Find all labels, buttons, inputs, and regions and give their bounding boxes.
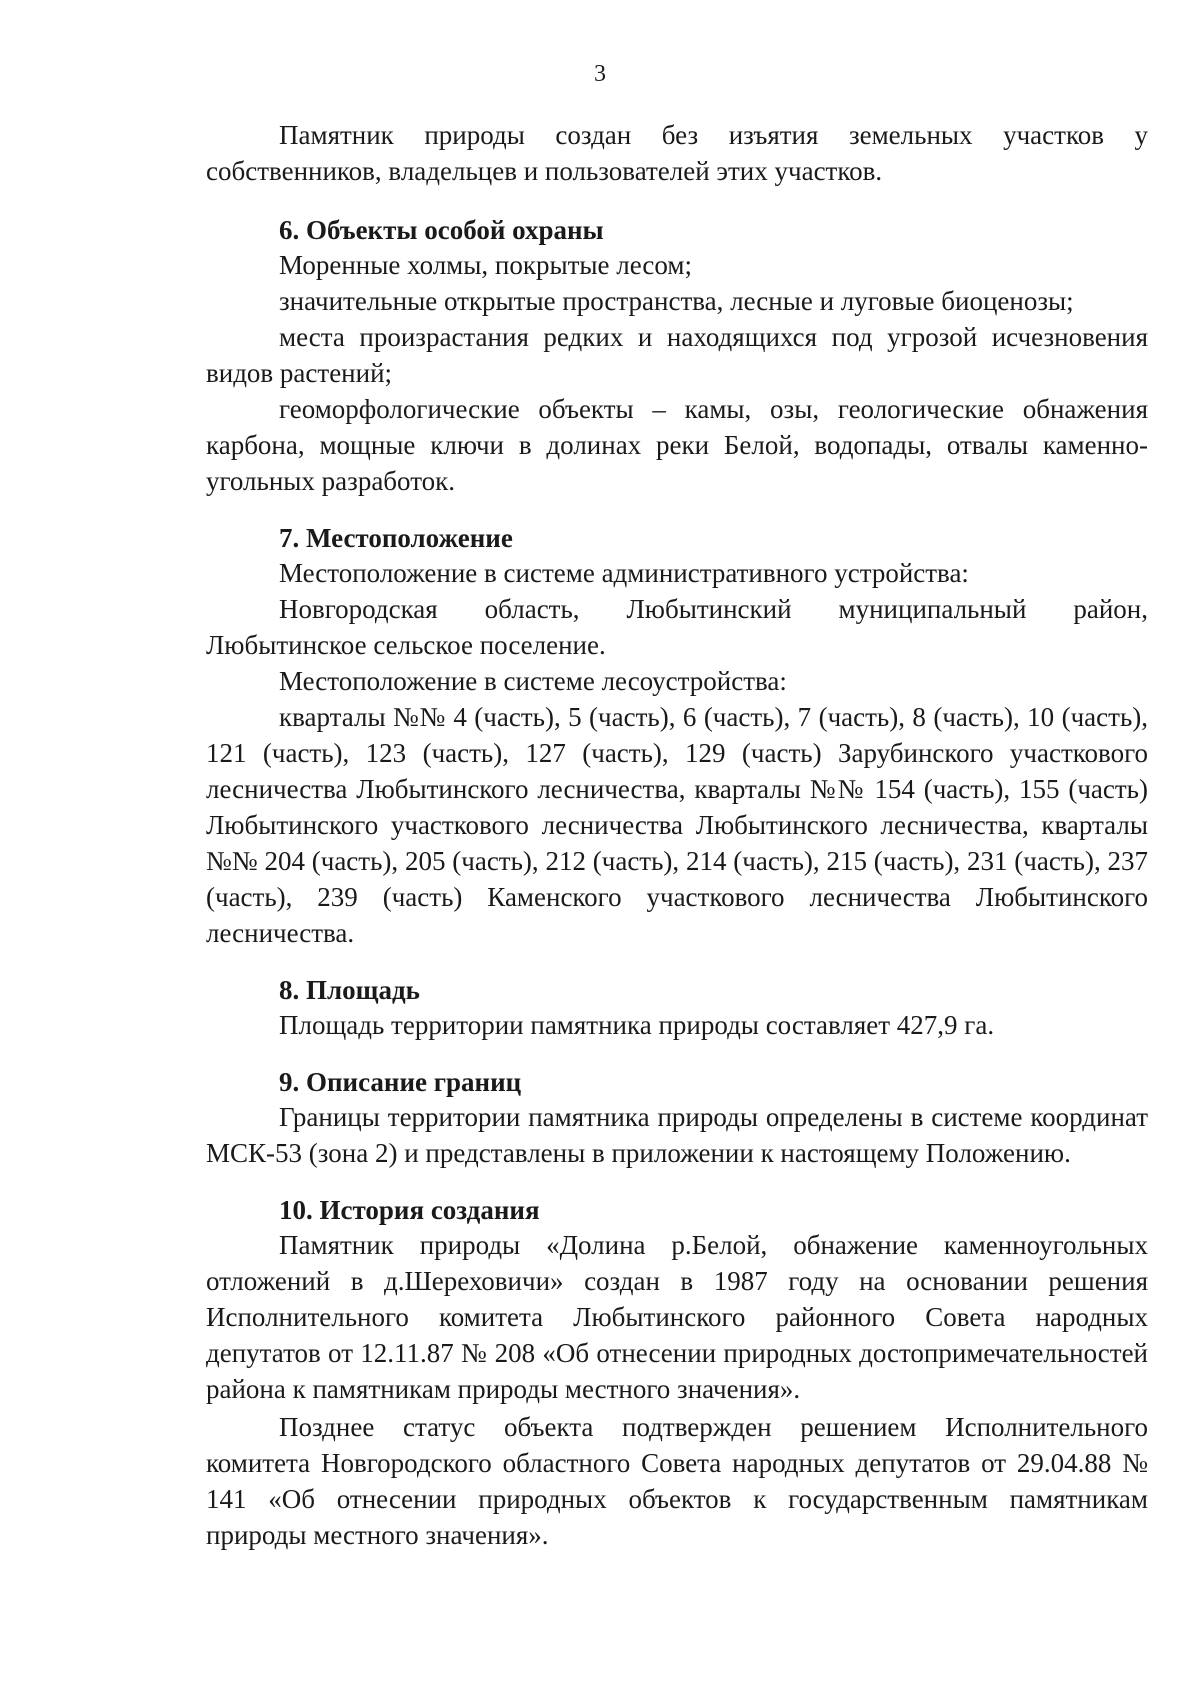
paragraph: Позднее статус объекта подтвержден решением Исполнительного комитета Новгородского областного Совета народных депутатов от 29.04.88 № 141 «Об отнесении природных объектов к государственным памятникам природы местного значения». (206, 1412, 1148, 1550)
section-heading: 6. Объекты особой охраны (279, 215, 604, 245)
paragraph: Площадь территории памятника природы составляет 427,9 га. (279, 1010, 995, 1040)
paragraph: Границы территории памятника природы определены в системе координат МСК-53 (зона 2) и представлены в приложении к настоящему Положению. (206, 1102, 1148, 1168)
paragraph: кварталы №№ 4 (часть), 5 (часть), 6 (часть), 7 (часть), 8 (часть), 10 (часть), 121 (часть), 123 (часть), 127 (часть), 129 (часть) Зарубинского участкового лесничества Любытинского лесничества, кварталы №№ 154 (часть), 155 (часть) Любытинского участкового лесничества Любытинского лесничества, кварталы №№ 204 (часть), 205 (часть), 212 (часть), 214 (часть), 215 (часть), 231 (часть), 237 (часть), 239 (часть) Каменского участкового лесничества Любытинского лесничества. (206, 702, 1148, 948)
section-area (206, 973, 1148, 1043)
paragraph: геоморфологические объекты – камы, озы, геологические обнажения карбона, мощные ключи в долинах реки Белой, водопады, отвалы каменно-угольных разработок. (206, 394, 1148, 496)
intro-paragraph: Памятник природы создан без изъятия земельных участков у собственников, владельцев и пользователей этих участков. (206, 120, 1148, 186)
section-heading: 7. Местоположение (279, 523, 513, 553)
document-body (206, 117, 1148, 1553)
section-location (206, 521, 1148, 951)
paragraph: места произрастания редких и находящихся под угрозой исчезновения видов растений; (206, 322, 1148, 388)
paragraph: Памятник природы «Долина р.Белой, обнажение каменноугольных отложений в д.Шереховичи» создан в 1987 году на основании решения Исполнительного комитета Любытинского районного Совета народных депутатов от 12.11.87 № 208 «Об отнесении природных достопримечательностей района к памятникам природы местного значения». (206, 1230, 1148, 1404)
section-protected-objects (206, 213, 1148, 499)
paragraph: значительные открытые пространства, лесные и луговые биоценозы; (279, 286, 1074, 316)
section-history (206, 1193, 1148, 1553)
section-heading: 9. Описание границ (279, 1067, 522, 1097)
page-number: 3 (594, 61, 606, 87)
section-heading: 10. История создания (279, 1195, 540, 1225)
paragraph: Местоположение в системе лесоустройства: (279, 666, 787, 696)
paragraph: Местоположение в системе административного устройства: (279, 558, 969, 588)
paragraph: Новгородская область, Любытинский муниципальный район, Любытинское сельское поселение. (206, 594, 1148, 660)
paragraph: Моренные холмы, покрытые лесом; (279, 250, 692, 280)
section-boundaries (206, 1065, 1148, 1171)
section-heading: 8. Площадь (279, 975, 420, 1005)
